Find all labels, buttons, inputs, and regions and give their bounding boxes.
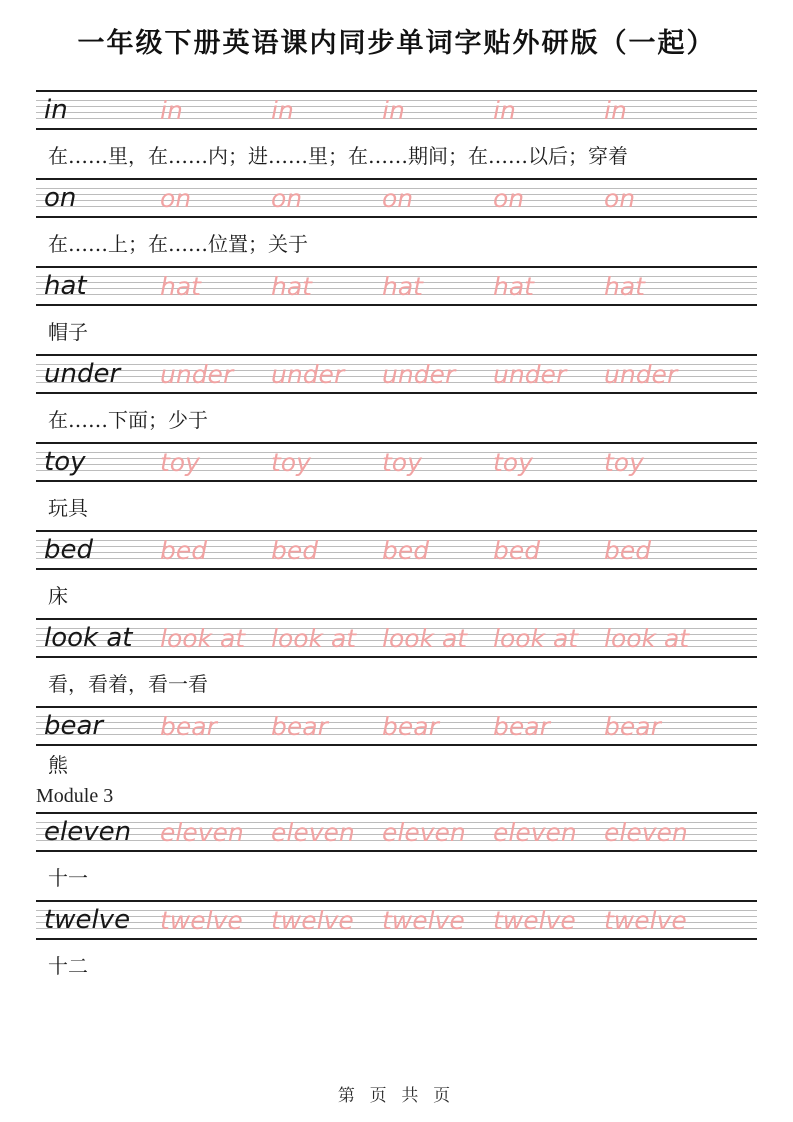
target-word: on — [44, 183, 77, 213]
word-row — [36, 266, 757, 306]
definition-text: 熊 — [48, 752, 68, 777]
trace-word: bed — [160, 535, 208, 565]
trace-word: toy — [382, 447, 422, 477]
trace-word: toy — [160, 447, 200, 477]
trace-word: look at — [493, 623, 579, 653]
trace-word: twelve — [493, 905, 576, 935]
trace-word: eleven — [493, 817, 577, 847]
word-row — [36, 900, 757, 940]
trace-word: in — [271, 95, 294, 125]
word-row — [36, 618, 757, 658]
trace-word: bear — [604, 711, 661, 741]
trace-word: look at — [382, 623, 468, 653]
definition-text: 十一 — [48, 865, 88, 890]
trace-word: twelve — [160, 905, 243, 935]
definition-text: 十二 — [48, 953, 88, 978]
trace-word: on — [493, 183, 525, 213]
definition-row — [36, 218, 757, 266]
trace-word: bed — [382, 535, 430, 565]
trace-word: in — [493, 95, 516, 125]
trace-word: twelve — [382, 905, 465, 935]
trace-word: on — [160, 183, 192, 213]
trace-word: look at — [604, 623, 690, 653]
trace-word: look at — [271, 623, 357, 653]
trace-word: eleven — [604, 817, 688, 847]
trace-word: bear — [271, 711, 328, 741]
word-row — [36, 178, 757, 218]
definition-row — [36, 746, 757, 780]
word-row — [36, 354, 757, 394]
trace-word: toy — [604, 447, 644, 477]
definition-row — [36, 482, 757, 530]
trace-word: hat — [160, 271, 201, 301]
trace-word: eleven — [160, 817, 244, 847]
trace-word: hat — [271, 271, 312, 301]
trace-word: eleven — [382, 817, 466, 847]
target-word: bed — [44, 535, 94, 565]
trace-word: in — [604, 95, 627, 125]
target-word: in — [44, 95, 68, 125]
word-row — [36, 812, 757, 852]
definition-text: 玩具 — [48, 495, 88, 520]
definition-row — [36, 852, 757, 900]
definition-text: 帽子 — [48, 319, 88, 344]
definition-row — [36, 306, 757, 354]
target-word: eleven — [44, 817, 132, 847]
target-word: look at — [44, 623, 133, 653]
trace-word: in — [382, 95, 405, 125]
definition-text: 在……里，在……内；进……里；在……期间；在……以后；穿着 — [48, 143, 628, 168]
trace-word: twelve — [271, 905, 354, 935]
trace-word: twelve — [604, 905, 687, 935]
trace-word: under — [382, 359, 456, 389]
trace-word: on — [382, 183, 414, 213]
trace-word: bed — [271, 535, 319, 565]
trace-word: hat — [604, 271, 645, 301]
page-title: 一年级下册英语课内同步单词字贴外研版（一起） — [77, 28, 716, 58]
target-word: toy — [44, 447, 86, 477]
trace-word: under — [604, 359, 678, 389]
trace-word: eleven — [271, 817, 355, 847]
trace-word: bed — [493, 535, 541, 565]
definition-row — [36, 940, 757, 988]
word-row — [36, 90, 757, 130]
trace-word: in — [160, 95, 183, 125]
definition-row — [36, 570, 757, 618]
trace-word: bed — [604, 535, 652, 565]
target-word: under — [44, 359, 121, 389]
page-footer: 第 页 共 页 — [337, 1086, 456, 1105]
trace-word: under — [160, 359, 234, 389]
definition-text: 在……上；在……位置；关于 — [48, 231, 308, 256]
target-word: hat — [44, 271, 87, 301]
trace-word: look at — [160, 623, 246, 653]
word-row — [36, 706, 757, 746]
definition-text: 在……下面；少于 — [48, 407, 208, 432]
trace-word: under — [493, 359, 567, 389]
trace-word: bear — [160, 711, 217, 741]
trace-word: bear — [493, 711, 550, 741]
trace-word: on — [271, 183, 303, 213]
module-label: Module 3 — [36, 784, 114, 807]
definition-text: 看，看着，看一看 — [48, 671, 208, 696]
trace-word: bear — [382, 711, 439, 741]
definition-row — [36, 130, 757, 178]
trace-word: on — [604, 183, 636, 213]
trace-word: under — [271, 359, 345, 389]
target-word: bear — [44, 711, 104, 741]
target-word: twelve — [44, 905, 131, 935]
definition-row — [36, 658, 757, 706]
word-row — [36, 530, 757, 570]
definition-row — [36, 394, 757, 442]
definition-text: 床 — [48, 583, 68, 608]
trace-word: toy — [493, 447, 533, 477]
trace-word: hat — [382, 271, 423, 301]
word-row — [36, 442, 757, 482]
trace-word: toy — [271, 447, 311, 477]
trace-word: hat — [493, 271, 534, 301]
